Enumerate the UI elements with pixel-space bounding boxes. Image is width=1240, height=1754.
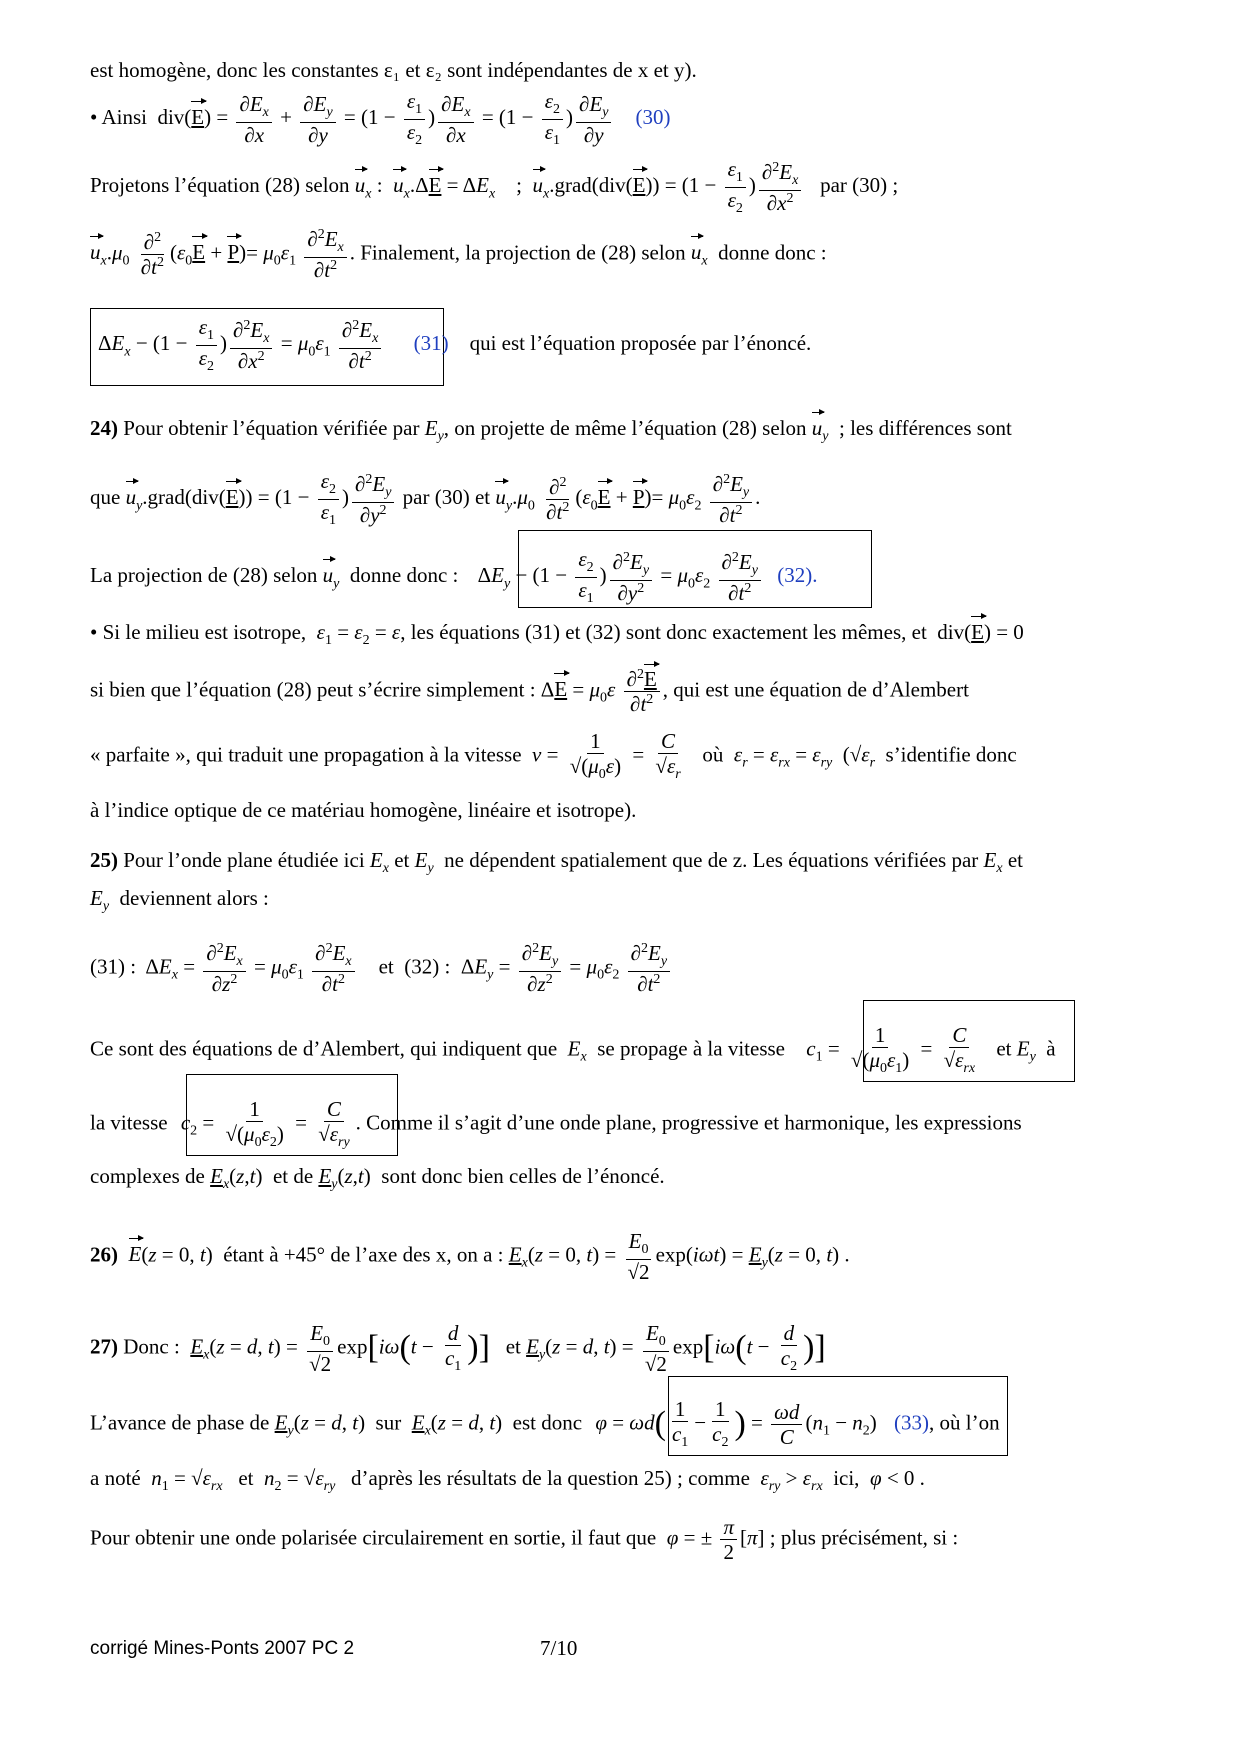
q24-line-2: que $u_y.grad(div(E)) = (1$ − $\frac{\varepsilon_2}{\varepsilon_1}$ ) $\frac{\partial^2E_y}{\partial y^2}$ par (30) et $u_y.\mu_0$ $\frac{\partial^2}{\partial t^2}$ $(\varepsilon_0E + P)= \mu_0\varepsilon_2$ $\frac{\partial^2E_y}{\partial t^2}$ . [90, 469, 761, 529]
q25-line-5: complexes de $E_x(z,t)$ et de $E_y(z,t)$ sont donc bien celles de l’énoncé. [90, 1164, 665, 1193]
isotropic-line-2: si bien que l’équation (28) peut s’écrire simplement : $\Delta E = \mu_0\varepsilon$ $\frac{\partial^2E}{\partial t^2}$ , qui est une équation de d’Alembert [90, 667, 969, 717]
q25-line-1: 25) Pour l’onde plane étudiée ici $E_x$ et $E_y$ ne dépendent spatialement que de z. Les équations vérifiées par $E_x$ et [90, 848, 1023, 877]
q25-equations: (31) : $\Delta E_x$ = $\frac{\partial^2E_x}{\partial z^2}$ = $\mu_0\varepsilon_1$ $\frac{\partial^2E_x}{\partial t^2}$ et (32) : $\Delta E_y$ = $\frac{\partial^2E_y}{\partial z^2}$ = $\mu_0\varepsilon_2$ $\frac{\partial^2E_y}{\partial t^2}$ [90, 942, 1150, 995]
isotropic-line-1: • Si le milieu est isotrope, $\varepsilon_1 = \varepsilon_2 = \varepsilon$, les équations (31) et (32) sont donc exactement les mêmes, et div(E) = 0 [90, 620, 1024, 649]
isotropic-line-4: à l’indice optique de ce matériau homogène, linéaire et isotrope). [90, 798, 637, 822]
question-number: 24) [90, 416, 118, 440]
footer-source: corrigé Mines-Ponts 2007 PC 2 [90, 1638, 355, 1659]
equation-ref: (31) [413, 331, 449, 356]
equation-ref: (32). [777, 563, 818, 588]
q27-line-4: Pour obtenir une onde polarisée circulairement en sortie, il faut que φ = ± $\frac{\pi}{2}$ [π] ; plus précisément, si : [90, 1515, 959, 1565]
text-line-1 [90, 58, 1150, 83]
q27-line-2: L’avance de phase de $E_y(z = d$, t) sur $E_x(z = d$, t) est donc φ = ωd( $\frac{1}{c_1}$ − $\frac{1}{c_2}$ ) = $\frac{\omega d}{C}$ $(n_1 - n_2)$ (33), où l’on [90, 1397, 1000, 1451]
q25-line-2: $E_y$ deviennent alors : [90, 886, 269, 915]
line-text: est homogène, donc les constantes ε₁ et ε₂ sont indépendantes de x et y). [90, 58, 697, 82]
page-number: 7/10 [540, 1636, 578, 1660]
isotropic-line-3: « parfaite », qui traduit une propagation à la vitesse v = $\frac{1}{√(\mu_0\varepsilon)}$ = $\frac{C}{√\varepsilon_r}$ où $\varepsilon_r = \varepsilon_{rx} = \varepsilon_{ry}$ ($√\varepsilon_r$ s’identifie donc [90, 729, 1017, 783]
q25-line-4: la vitesse $c_2$ = $\frac{1}{√(\mu_0\varepsilon_2)}$ = $\frac{C}{√\varepsilon_{ry}}$ . Comme il s’agit d’une onde plane, progressive et harmonique, les expressions [90, 1097, 1022, 1151]
question-number: 26) [90, 1242, 118, 1267]
q24-line-1: 24) Pour obtenir l’équation vérifiée par $E_y$, on projette de même l’équation (28) selon $u_y$ ; les différences sont [90, 416, 1012, 445]
q27-line-3: a noté $n_1 = √\varepsilon_{rx}$ et $n_2 = √\varepsilon_{ry}$ d’après les résultats de la question 25) ; comme $\varepsilon_{ry} > \varepsilon_{rx}$ ici, φ < 0 . [90, 1466, 925, 1495]
q25-line-3: Ce sont des équations de d’Alembert, qui indiquent que $E_x$ se propage à la vitesse $c_1$ = $\frac{1}{√(\mu_0\varepsilon_1)}$ = $\frac{C}{√\varepsilon_{rx}}$ et $E_y$ à [90, 1023, 1056, 1077]
equation-31-line: $\Delta E_x - (1$ − $\frac{\varepsilon_1}{\varepsilon_2}$ ) $\frac{\partial^2E_x}{\partial x^2}$ = $\mu_0\varepsilon_1$ $\frac{\partial^2E_x}{\partial t^2}$ (31) qui est l’équation proposée par l’énoncé. [98, 315, 812, 375]
equation-ref: (33) [894, 1410, 930, 1435]
q26-line: 26) E(z = 0, t) étant à +45° de l’axe des x, on a : $E_x(z = 0$, t) = $\frac{E_0}{√2}$ $\exp(i\omega t) = E_y(z = 0$, t) . [90, 1229, 850, 1284]
question-number: 25) [90, 848, 118, 872]
equation-ref: (30) [635, 105, 671, 130]
q24-line-3: La projection de (28) selon $u_y$ donne donc : $\Delta E_y - (1$ − $\frac{\varepsilon_2}{\varepsilon_1}$ ) $\frac{\partial^2E_y}{\partial y^2}$ = $\mu_0\varepsilon_2$ $\frac{\partial^2E_y}{\partial t^2}$ (32). [90, 547, 818, 607]
equation-30-line: • Ainsi div(E) = $\frac{\partial E_x}{\partial x}$ + $\frac{\partial E_y}{\partial y}$ = (1 − $\frac{\varepsilon_1}{\varepsilon_2}$ ) $\frac{\partial E_x}{\partial x}$ = (1 − $\frac{\varepsilon_2}{\varepsilon_1}$ ) $\frac{\partial E_y}{\partial y}$ (30) [90, 89, 671, 149]
q27-line-1: 27) Donc : $E_x(z = d$, t) = $\frac{E_0}{√2}$ exp[iω(t − $\frac{d}{c_1}$ )] et $E_y(z = d$, t) = $\frac{E_0}{√2}$ exp[iω(t − $\frac{d}{c_2}$ )] [90, 1321, 826, 1376]
question-number: 27) [90, 1334, 118, 1359]
projection-line: Projetons l’équation (28) selon $u_x$ : $u_x.\Delta E = \Delta E_x$ ; $u_x.grad(div(E)) = (1$ − $\frac{\varepsilon_1}{\varepsilon_2}$ ) $\frac{\partial^2E_x}{\partial x^2}$ par (30) ; [90, 157, 899, 217]
projection-line-2: $u_x.\mu_0$ $\frac{\partial^2}{\partial t^2}$ $(\varepsilon_0E + P)= \mu_0\varepsilon_1$ $\frac{\partial^2E_x}{\partial t^2}$ . Finalement, la projection de (28) selon $u_x$ donne donc : [90, 227, 827, 282]
